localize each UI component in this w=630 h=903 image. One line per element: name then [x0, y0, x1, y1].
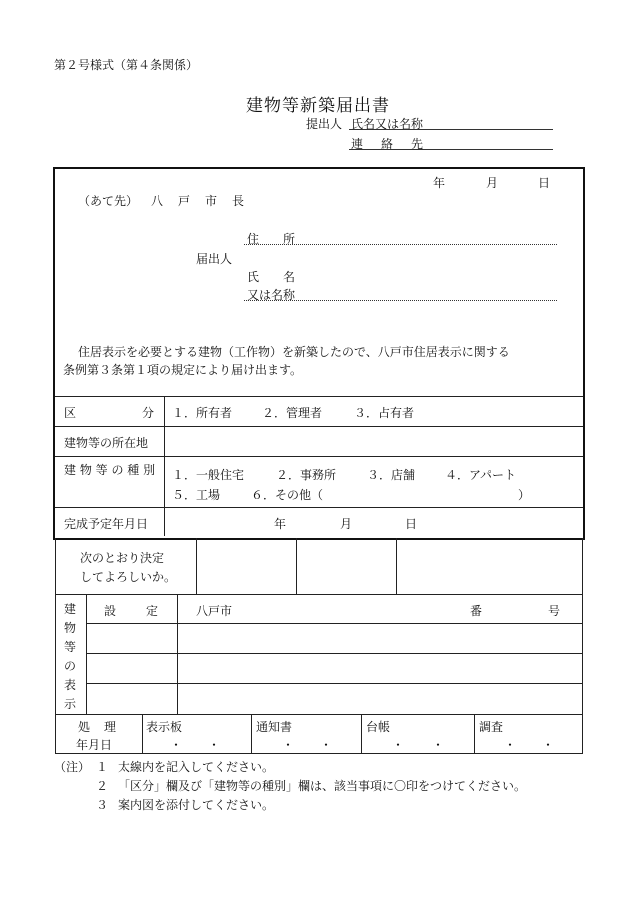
date-month: 月 — [486, 176, 499, 190]
statement-line-2: 条例第３条第１項の規定により届け出ます。 — [63, 363, 303, 377]
note-3-text: 案内図を添付してください。 — [118, 798, 275, 812]
submitter-label: 提出人 — [306, 117, 343, 131]
page-title: 建物等新築届出書 — [246, 96, 390, 116]
note-1-num: １ — [96, 760, 109, 774]
approval-divider — [196, 538, 197, 594]
form-number: 第２号様式（第４条関係） — [54, 58, 199, 72]
row-divider — [86, 683, 583, 684]
display-vertical-char-5: 表 — [64, 678, 77, 692]
display-column-divider — [177, 594, 178, 714]
row-divider — [55, 396, 583, 397]
addressee-char-2: 戸 — [178, 194, 191, 208]
type-option-house[interactable]: １．一般住宅 — [172, 468, 245, 482]
type-option-office[interactable]: ２．事務所 — [276, 468, 337, 482]
location-label: 建物等の所在地 — [64, 436, 149, 450]
type-option-factory[interactable]: ５．工場 — [172, 488, 221, 502]
address-char-2: 所 — [283, 232, 296, 246]
processing-divider — [361, 714, 362, 753]
notifier-name-sub: 又は名称 — [247, 288, 296, 302]
display-vertical-char-6: 示 — [64, 697, 77, 711]
note-2-text: 「区分」欄及び「建物等の種別」欄は、該当事項に〇印をつけてください。 — [118, 779, 527, 793]
note-2-num: ２ — [96, 779, 109, 793]
addressee-char-4: 長 — [232, 194, 245, 208]
display-vertical-char-3: 等 — [64, 640, 77, 654]
completion-day: 日 — [405, 517, 418, 531]
kubun-label-char-2: 分 — [142, 406, 155, 420]
processing-divider — [474, 714, 475, 753]
row-divider — [86, 623, 583, 624]
processing-col-survey: 調査 — [479, 720, 504, 734]
completion-year: 年 — [274, 517, 287, 531]
kubun-option-manager[interactable]: ２．管理者 — [262, 406, 323, 420]
lower-left-border — [55, 538, 56, 753]
type-other-close-paren: ） — [518, 488, 531, 502]
setting-char-2: 定 — [146, 604, 159, 618]
display-vertical-char-1: 建 — [64, 602, 77, 616]
note-1-text: 太線内を記入してください。 — [118, 760, 275, 774]
kubun-label-char-1: 区 — [64, 406, 77, 420]
lower-right-border — [582, 538, 583, 753]
row-divider — [55, 594, 583, 595]
completion-month: 月 — [340, 517, 353, 531]
processing-dot: ・ — [504, 738, 517, 752]
date-day: 日 — [538, 176, 551, 190]
contact-char-1: 連 — [351, 137, 364, 151]
row-divider — [55, 714, 583, 715]
processing-label-line-2: 年月日 — [76, 738, 113, 752]
row-divider — [55, 456, 583, 457]
kubun-option-occupant[interactable]: ３．占有者 — [354, 406, 415, 420]
setting-char-1: 設 — [104, 604, 117, 618]
column-divider — [164, 396, 165, 536]
type-option-apartment[interactable]: ４．アパート — [445, 468, 517, 482]
contact-char-2: 絡 — [381, 137, 394, 151]
processing-dot: ・ — [432, 738, 445, 752]
processing-divider — [251, 714, 252, 753]
address-char-1: 住 — [247, 232, 260, 246]
date-year: 年 — [433, 176, 446, 190]
processing-dot: ・ — [282, 738, 295, 752]
location-input[interactable] — [166, 428, 581, 455]
processing-col-ledger: 台帳 — [366, 720, 391, 734]
processing-dot: ・ — [542, 738, 555, 752]
completion-label: 完成予定年月日 — [64, 517, 149, 531]
processing-label-char-1: 処 — [78, 720, 91, 734]
submitter-name-line — [349, 129, 553, 130]
lower-bottom-border — [55, 753, 583, 754]
contact-char-3: 先 — [411, 137, 424, 151]
kubun-option-owner[interactable]: １．所有者 — [172, 406, 233, 420]
name-line — [244, 300, 557, 301]
processing-dot: ・ — [320, 738, 333, 752]
approval-line-2: してよろしいか。 — [80, 570, 177, 584]
type-label: 建 物 等 の 種 別 — [64, 463, 156, 477]
addressee-char-3: 市 — [205, 194, 218, 208]
contact-line — [349, 149, 553, 150]
type-option-shop[interactable]: ３．店舗 — [367, 468, 416, 482]
display-vertical-char-2: 物 — [64, 621, 77, 635]
processing-dot: ・ — [208, 738, 221, 752]
approval-divider — [296, 538, 297, 594]
number-char-1: 番 — [470, 604, 483, 618]
number-char-2: 号 — [548, 604, 561, 618]
notifier-name-char-1: 氏 — [247, 270, 260, 284]
processing-divider — [142, 714, 143, 753]
approval-line-1: 次のとおり決定 — [80, 551, 165, 565]
address-line — [244, 244, 557, 245]
addressee-prefix: （あて先） — [78, 194, 139, 208]
row-divider — [55, 426, 583, 427]
row-divider — [86, 653, 583, 654]
processing-label-char-2: 理 — [104, 720, 117, 734]
display-vertical-char-4: の — [64, 659, 77, 673]
notes-prefix: （注） — [54, 760, 91, 774]
statement-line-1: 住居表示を必要とする建物（工作物）を新築したので、八戸市住居表示に関する — [78, 345, 510, 359]
notifier-label: 届出人 — [196, 252, 233, 266]
processing-col-notice: 通知書 — [256, 720, 293, 734]
row-divider — [55, 507, 583, 508]
notifier-name-char-2: 名 — [283, 270, 296, 284]
processing-dot: ・ — [392, 738, 405, 752]
note-3-num: ３ — [96, 798, 109, 812]
display-label-divider — [86, 594, 87, 714]
type-option-other[interactable]: ６．その他（ — [251, 488, 324, 502]
display-city: 八戸市 — [196, 604, 233, 618]
approval-divider — [396, 538, 397, 594]
submitter-name-label: 氏名又は名称 — [351, 117, 424, 131]
processing-dot: ・ — [170, 738, 183, 752]
addressee-char-1: 八 — [151, 194, 164, 208]
processing-col-display-board: 表示板 — [146, 720, 183, 734]
